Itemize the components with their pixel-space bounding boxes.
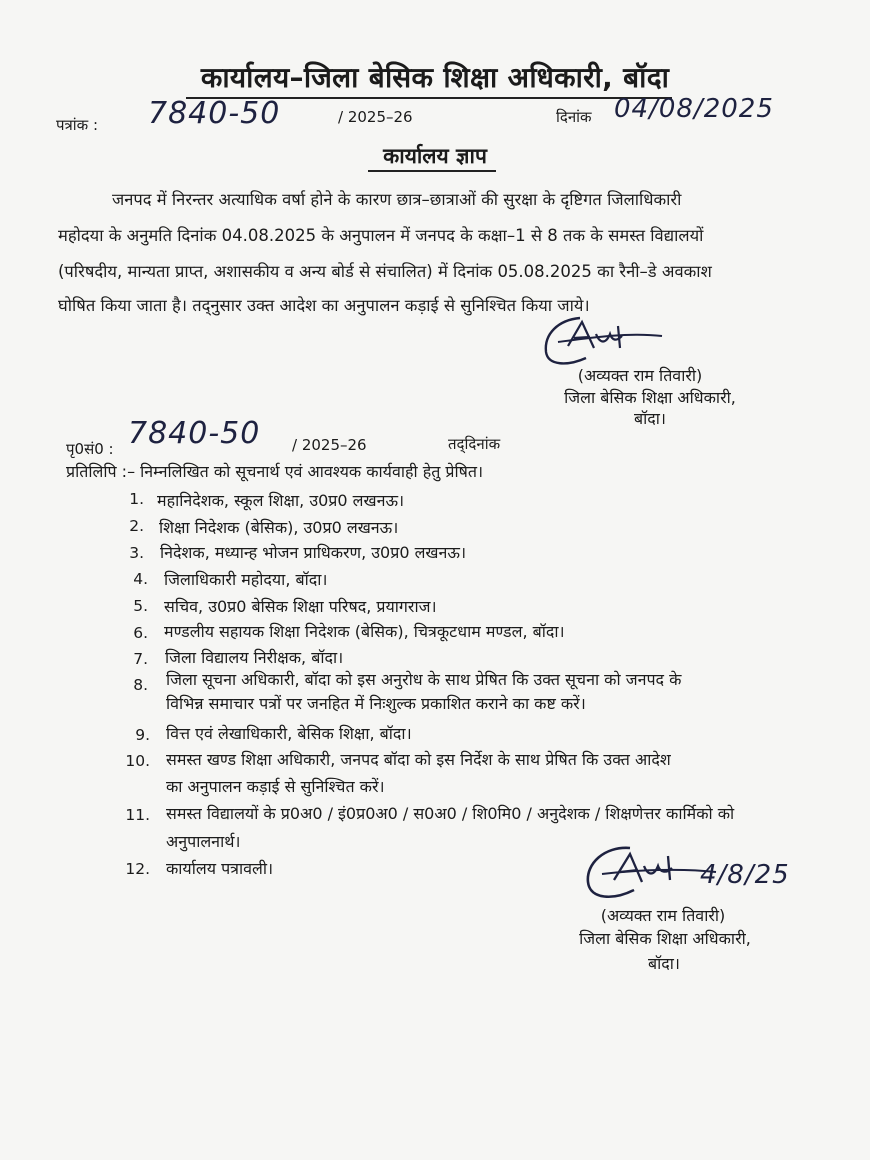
list-item-number: 6.	[133, 624, 148, 642]
endorsement-ref-label: पृ0सं0 :	[66, 440, 114, 458]
endorsement-ref-number: 7840-50	[128, 416, 261, 451]
list-item: शिक्षा निदेशक (बेसिक), उ0प्र0 लखनऊ।	[159, 518, 399, 537]
list-item-number: 5.	[133, 597, 148, 615]
list-item: जिला सूचना अधिकारी, बॉदा को इस अनुरोध के साथ प्रेषित कि उक्त सूचना को जनपद के	[166, 670, 682, 689]
list-item-continuation: विभिन्न समाचार पत्रों पर जनहित में निःशुल्क प्रकाशित कराने का कष्ट करें।	[166, 694, 586, 713]
list-item: महानिदेशक, स्कूल शिक्षा, उ0प्र0 लखनऊ।	[157, 491, 405, 510]
list-item-continuation: अनुपालनार्थ।	[166, 832, 241, 851]
patrank-year: / 2025–26	[338, 108, 413, 126]
memo-line-2: महोदया के अनुमति दिनांक 04.08.2025 के अनुपालन में जनपद के कक्षा–1 से 8 तक के समस्त विद्यालयों	[58, 226, 704, 245]
list-item: जिलाधिकारी महोदया, बॉदा।	[164, 570, 328, 589]
signature-mark-2	[580, 840, 720, 906]
list-item: जिला विद्यालय निरीक्षक, बॉदा।	[165, 648, 344, 667]
list-item-continuation: का अनुपालन कड़ाई से सुनिश्चित करें।	[166, 777, 385, 796]
list-item-number: 12.	[125, 860, 150, 878]
signature1-place: बॉदा।	[634, 409, 666, 428]
memo-line-4: घोषित किया जाता है। तद्‌नुसार उक्त आदेश का अनुपालन कड़ाई से सुनिश्चित किया जाये।	[58, 296, 590, 315]
memo-title: कार्यालय ज्ञाप	[383, 144, 487, 168]
signature2-place: बॉदा।	[648, 954, 680, 973]
date-label: दिनांक	[556, 108, 592, 126]
endorsement-ref-year: / 2025–26	[292, 436, 367, 454]
list-item: समस्त खण्ड शिक्षा अधिकारी, जनपद बॉदा को इस निर्देश के साथ प्रेषित कि उक्त आदेश	[166, 750, 671, 769]
memo-line-3: (परिषदीय, मान्यता प्राप्त, अशासकीय व अन्य बोर्ड से संचालित) में दिनांक 05.08.2025 का रैनी–डे अवकाश	[58, 262, 712, 281]
endorsement-date: तद्‌दिनांक	[448, 435, 501, 453]
office-title: कार्यालय–जिला बेसिक शिक्षा अधिकारी, बॉदा	[200, 61, 670, 94]
list-item-number: 10.	[125, 752, 150, 770]
signature2-date: 4/8/25	[700, 860, 790, 890]
list-item-number: 8.	[133, 676, 148, 694]
list-item-number: 7.	[133, 650, 148, 668]
signature1-designation: जिला बेसिक शिक्षा अधिकारी,	[564, 388, 736, 407]
signature-mark-1	[538, 312, 668, 370]
copy-line: प्रतिलिपि :– निम्नलिखित को सूचनार्थ एवं आवश्यक कार्यवाही हेतु प्रेषित।	[66, 462, 484, 481]
list-item: कार्यालय पत्रावली।	[166, 859, 274, 878]
memo-title-underline	[368, 170, 496, 172]
signature2-designation: जिला बेसिक शिक्षा अधिकारी,	[579, 929, 751, 948]
date-value: 04/08/2025	[614, 94, 774, 124]
list-item-number: 1.	[129, 490, 144, 508]
list-item: निदेशक, मध्यान्ह भोजन प्राधिकरण, उ0प्र0 लखनऊ।	[160, 543, 467, 562]
list-item: वित्त एवं लेखाधिकारी, बेसिक शिक्षा, बॉदा।	[166, 724, 412, 743]
signature1-name: (अव्यक्त राम तिवारी)	[577, 366, 703, 385]
list-item: सचिव, उ0प्र0 बेसिक शिक्षा परिषद, प्रयागराज।	[164, 597, 437, 616]
list-item: मण्डलीय सहायक शिक्षा निदेशक (बेसिक), चित्रकूटधाम मण्डल, बॉदा।	[164, 622, 565, 641]
list-item-number: 2.	[129, 517, 144, 535]
list-item-number: 11.	[125, 806, 150, 824]
signature2-name: (अव्यक्त राम तिवारी)	[600, 906, 726, 925]
list-item-number: 4.	[133, 570, 148, 588]
list-item: समस्त विद्यालयों के प्र0अ0 / इं0प्र0अ0 / स0अ0 / शि0मि0 / अनुदेशक / शिक्षणेत्तर कार्मिको को	[166, 804, 735, 823]
patrank-number: 7840-50	[148, 96, 281, 131]
patrank-label: पत्रांक :	[56, 116, 99, 134]
list-item-number: 9.	[135, 726, 150, 744]
list-item-number: 3.	[129, 544, 144, 562]
memo-line-1: जनपद में निरन्तर अत्याधिक वर्षा होने के कारण छात्र–छात्राओं की सुरक्षा के दृष्टिगत जिलाधिकारी	[112, 190, 682, 209]
